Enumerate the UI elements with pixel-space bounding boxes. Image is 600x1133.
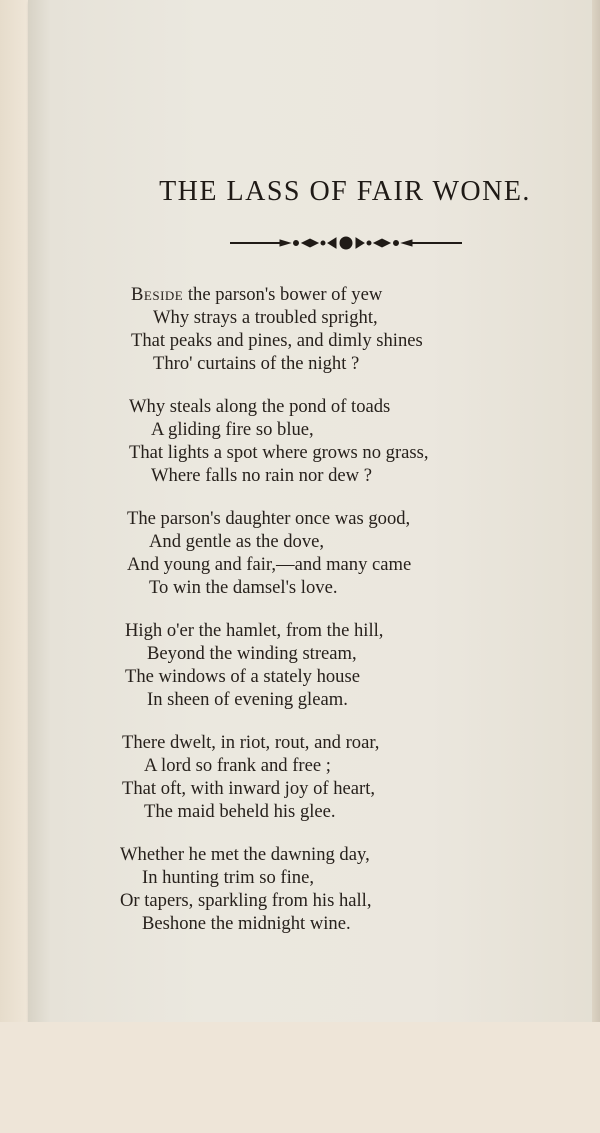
stanza-6 bbox=[120, 843, 371, 935]
verse-line: Or tapers, sparkling from his hall, bbox=[120, 890, 372, 911]
verse-line: The parson's daughter once was good, bbox=[127, 508, 411, 529]
page-left-margin bbox=[0, 0, 28, 1133]
poem-title: THE LASS OF FAIR WONE. bbox=[159, 176, 531, 207]
verse-line: High o'er the hamlet, from the hill, bbox=[125, 620, 384, 641]
verse-line: A gliding fire so blue, bbox=[151, 419, 314, 440]
verse-line: The windows of a stately house bbox=[125, 666, 360, 687]
verse-line: That peaks and pines, and dimly shines bbox=[131, 330, 423, 351]
verse-line: Beyond the winding stream, bbox=[147, 643, 357, 664]
verse-line: To win the damsel's love. bbox=[149, 577, 338, 598]
verse-line: Thro' curtains of the night ? bbox=[153, 353, 360, 374]
verse-line: In hunting trim so fine, bbox=[142, 867, 314, 888]
stanza-4 bbox=[125, 619, 383, 711]
page-right-edge bbox=[592, 0, 600, 1133]
stanza-3 bbox=[127, 507, 411, 599]
verse-line: Beshone the midnight wine. bbox=[142, 913, 351, 934]
page-bottom-margin bbox=[0, 1022, 600, 1133]
verse-line: And young and fair,—and many came bbox=[127, 554, 412, 575]
stanza-1 bbox=[131, 283, 423, 375]
verse-line: Whether he met the dawning day, bbox=[120, 844, 370, 865]
verse-line: In sheen of evening gleam. bbox=[147, 689, 348, 710]
verse-line: the parson's bower of yew bbox=[183, 284, 383, 305]
stanza-5 bbox=[122, 731, 379, 823]
verse-line: Why strays a troubled spright, bbox=[153, 307, 378, 328]
verse-line: The maid beheld his glee. bbox=[144, 801, 336, 822]
verse-line: Where falls no rain nor dew ? bbox=[151, 465, 372, 486]
stanza-2 bbox=[129, 395, 429, 487]
drop-word: Beside bbox=[131, 284, 184, 305]
verse-line: A lord so frank and free ; bbox=[144, 755, 331, 776]
verse-line: That lights a spot where grows no grass, bbox=[129, 442, 429, 463]
verse-line: There dwelt, in riot, rout, and roar, bbox=[122, 732, 380, 753]
verse-line: That oft, with inward joy of heart, bbox=[122, 778, 376, 799]
ornamental-divider-icon bbox=[228, 234, 464, 252]
verse-line: And gentle as the dove, bbox=[149, 531, 325, 552]
verse-line: Why steals along the pond of toads bbox=[129, 396, 391, 417]
